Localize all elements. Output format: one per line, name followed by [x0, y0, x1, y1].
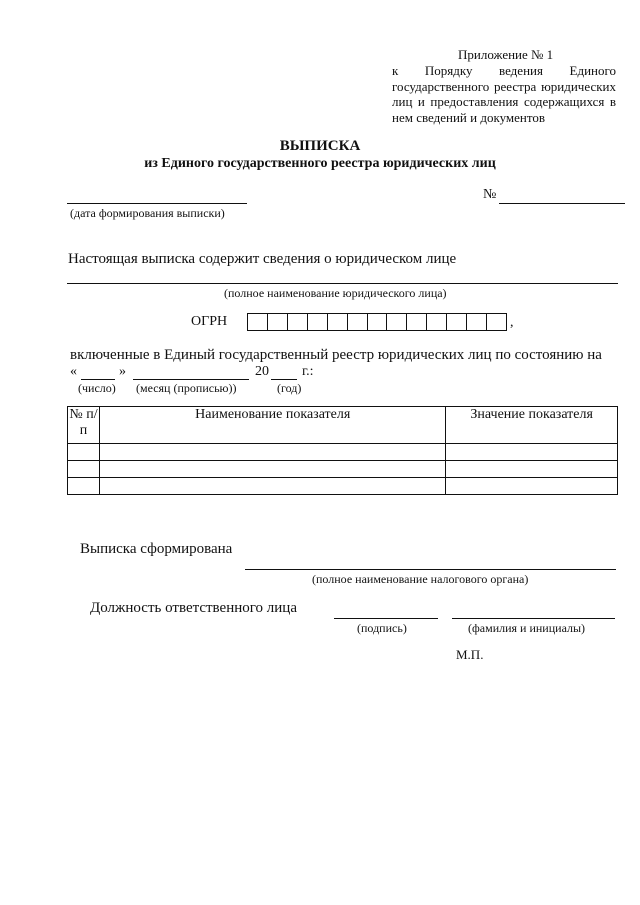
ogrn-digit-cell[interactable] [427, 314, 447, 330]
table-row [68, 461, 618, 478]
ogrn-digit-cell[interactable] [407, 314, 427, 330]
ogrn-digit-cell[interactable] [467, 314, 487, 330]
appendix-reference [392, 63, 616, 125]
appendix-line: к Порядку ведения Единого [392, 63, 616, 78]
appendix-title: Приложение № 1 [458, 47, 554, 62]
table-cell[interactable] [446, 444, 618, 461]
open-quote: « [70, 364, 77, 379]
signature-line[interactable] [334, 618, 438, 619]
table-row [68, 478, 618, 495]
ogrn-digit-cell[interactable] [248, 314, 268, 330]
ogrn-digit-cell[interactable] [348, 314, 368, 330]
name-line[interactable] [452, 618, 615, 619]
tax-caption: (полное наименование налогового органа) [312, 572, 529, 586]
ogrn-digit-cell[interactable] [288, 314, 308, 330]
stamp-placeholder: М.П. [456, 647, 484, 662]
col-header-name: Наименование показателя [100, 407, 446, 444]
table-cell[interactable] [68, 478, 100, 495]
ogrn-digit-cell[interactable] [268, 314, 288, 330]
col-header-value: Значение показателя [446, 407, 618, 444]
position-text: Должность ответственного лица [90, 600, 297, 616]
included-text: включенные в Единый государственный реестр юридических лиц по состоянию на [70, 347, 602, 363]
date-line[interactable] [67, 203, 247, 204]
ogrn-digit-cell[interactable] [387, 314, 407, 330]
year-prefix: 20 [255, 364, 269, 379]
document-title: ВЫПИСКА [279, 138, 361, 154]
name-caption: (фамилия и инициалы) [468, 621, 586, 635]
table-cell[interactable] [100, 444, 446, 461]
tax-authority-line[interactable] [245, 569, 616, 570]
document-subtitle: из Единого государственного реестра юридических лиц [144, 156, 496, 171]
signature-caption: (подпись) [357, 621, 407, 635]
table-cell[interactable] [100, 461, 446, 478]
number-line[interactable] [499, 203, 625, 204]
table-row [68, 444, 618, 461]
ogrn-input-boxes[interactable] [247, 313, 507, 331]
ogrn-digit-cell[interactable] [308, 314, 328, 330]
ogrn-comma: , [510, 315, 514, 330]
table-cell[interactable] [446, 461, 618, 478]
contains-text: Настоящая выписка содержит сведения о юридическом лице [68, 251, 457, 267]
ogrn-digit-cell[interactable] [487, 314, 506, 330]
year-caption: (год) [277, 381, 302, 395]
table-cell[interactable] [68, 444, 100, 461]
appendix-line: лиц и предоставления содержащихся в [392, 94, 616, 109]
number-label: № [483, 187, 497, 202]
indicators-table [67, 406, 618, 495]
appendix-line: нем сведений и документов [392, 109, 546, 125]
full-name-line[interactable] [67, 283, 618, 284]
ogrn-digit-cell[interactable] [328, 314, 348, 330]
appendix-line: государственного реестра юридических [392, 78, 616, 94]
full-name-caption: (полное наименование юридического лица) [224, 286, 447, 300]
ogrn-digit-cell[interactable] [447, 314, 467, 330]
col-header-number: № п/п [68, 407, 100, 444]
table-cell[interactable] [446, 478, 618, 495]
month-caption: (месяц (прописью)) [136, 381, 237, 395]
close-quote: » [119, 364, 126, 379]
year-suffix: г.: [302, 364, 314, 379]
month-line[interactable] [133, 379, 249, 380]
table-cell[interactable] [100, 478, 446, 495]
day-line[interactable] [81, 379, 115, 380]
day-caption: (число) [78, 381, 116, 395]
date-caption: (дата формирования выписки) [70, 206, 225, 220]
year-line[interactable] [271, 379, 297, 380]
table-header-row [68, 407, 618, 444]
table-cell[interactable] [68, 461, 100, 478]
ogrn-label: ОГРН [191, 314, 228, 329]
formed-text: Выписка сформирована [80, 541, 233, 557]
ogrn-digit-cell[interactable] [368, 314, 388, 330]
